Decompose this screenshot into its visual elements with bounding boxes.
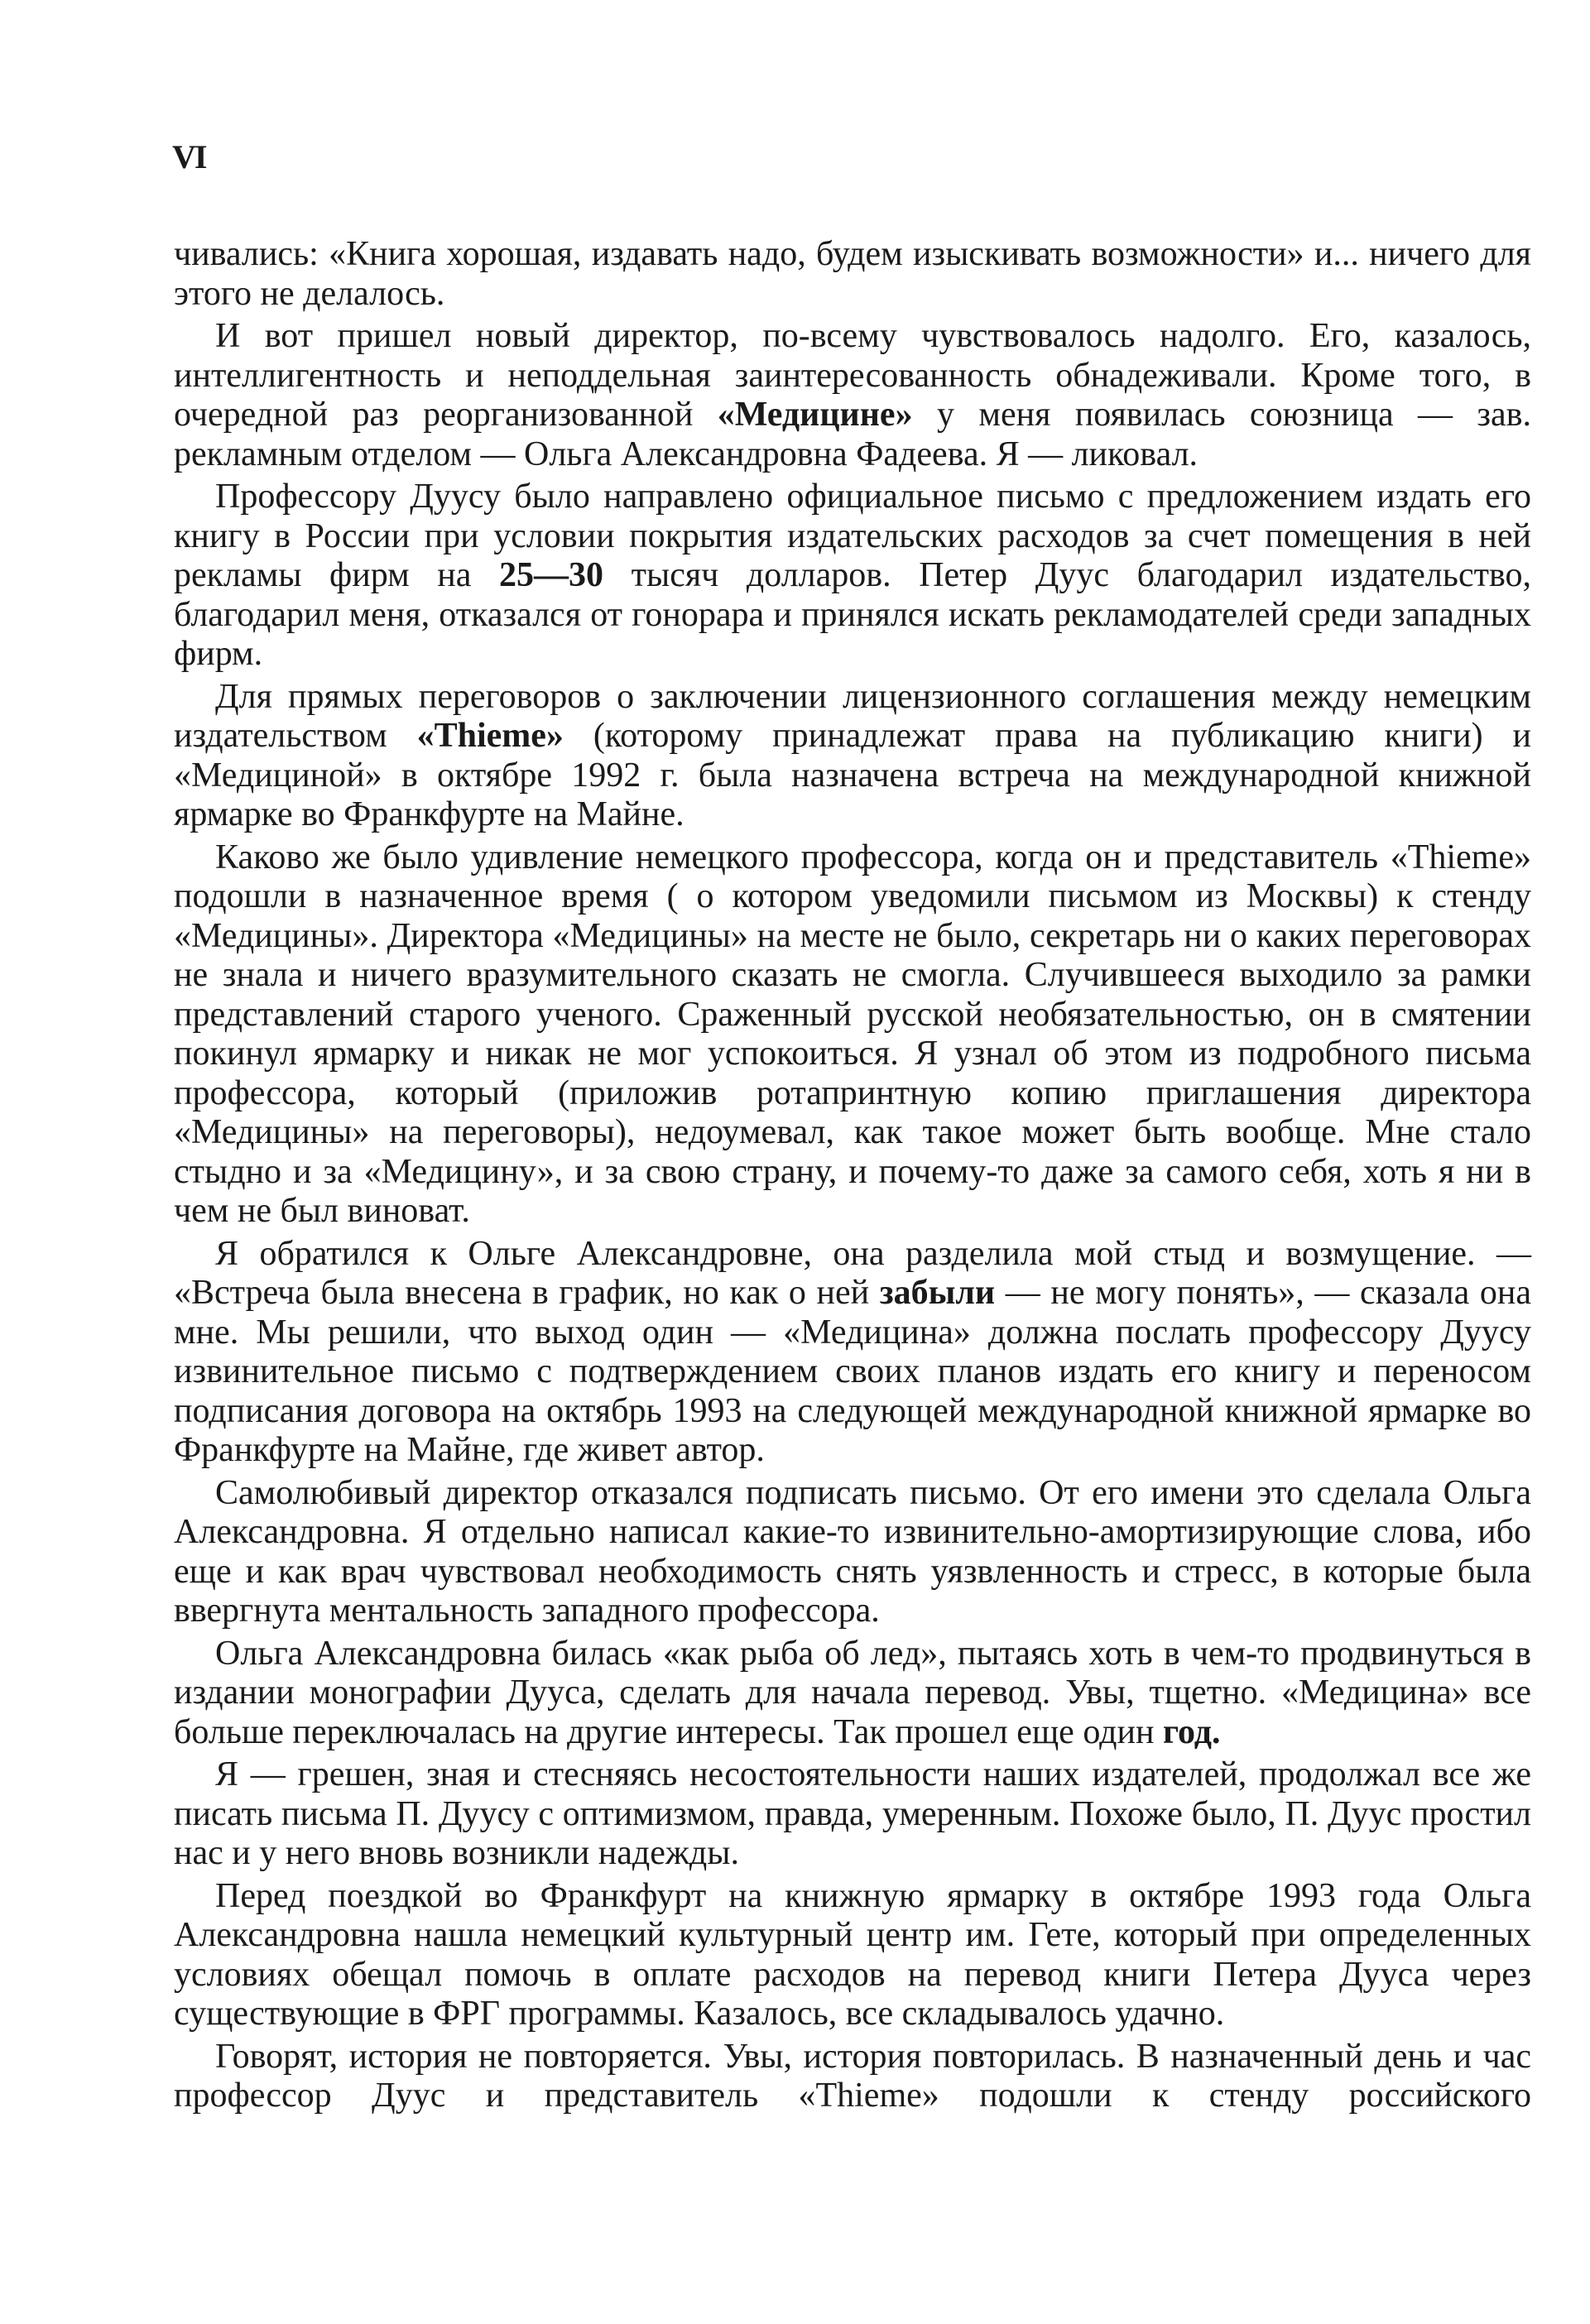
paragraph-text: — не могу понять», — сказала она мне. Мы решили, что выход один — «Медицина» должна послать профессору Дуусу извинительное письмо с подтверждением своих планов издать его книгу и переносом подписания договора на октябрь 1993 на следующей международной книжной ярмарке во Франкфурте на Майне, где живет автор. xyxy=(174,1274,1531,1469)
paragraph-text: чивались: «Книга хорошая, издавать надо, будем изыскивать возможности» и... ничего для этого не делалось. xyxy=(174,235,1531,313)
paragraph-text: Говорят, история не повторяется. Увы, история повторилась. В назначенный день и час профессор Дуус и представитель «Thieme» подошли к стенду российского xyxy=(174,2037,1531,2115)
paragraph-text: Перед поездкой во Франкфурт на книжную ярмарку в октябре 1993 года Ольга Александровна нашла немецкий культурный центр им. Гете, который при определенных условиях обещал помочь в оплате расходов на перевод книги Петера Дууса через существующие в ФРГ программы. Казалось, все складывалось удачно. xyxy=(174,1876,1531,2033)
paragraph-2 xyxy=(174,317,1531,474)
paragraph-5 xyxy=(174,838,1531,1232)
emphasis-medicine: «Медицине» xyxy=(717,396,913,434)
paragraph-3 xyxy=(174,478,1531,675)
paragraph-text: Профессору Дуусу было направлено официальное письмо с предложением издать его книгу в России при условии покрытия издательских расходов за счет помещения в ней рекламы фирм на xyxy=(174,478,1531,594)
emphasis-year: год. xyxy=(1162,1712,1221,1751)
paragraph-text: И вот пришел новый директор, по-всему чувствовалось надолго. Его, казалось, интеллигентность и неподдельная заинтересованность обнадеживали. Кроме того, в очередной раз реорганизованной xyxy=(174,317,1531,434)
paragraph-text: Я — грешен, зная и стесняясь несостоятельности наших издателей, продолжал все же писать письма П. Дуусу с оптимизмом, правда, умеренным. Похоже было, П. Дуус простил нас и у него вновь возникли надежды. xyxy=(174,1755,1531,1872)
paragraph-text: Самолюбивый директор отказался подписать письмо. От его имени это сделала Ольга Александровна. Я отдельно написал какие-то извинительно-амортизирующие слова, ибо еще и как врач чувствовал необходимость снять уязвленность и стресс, в которые была ввергнута ментальность западного профессора. xyxy=(174,1473,1531,1630)
paragraph-4 xyxy=(174,678,1531,835)
emphasis-forgot: забыли xyxy=(879,1274,996,1312)
emphasis-thieme: «Thieme» xyxy=(416,717,564,755)
page-number: VI xyxy=(172,138,206,175)
paragraph-text: (которому принадлежат права на публикацию книги) и «Медициной» в октябре 1992 г. была назначена встреча на международной книжной ярмарке во Франкфурте на Майне. xyxy=(174,717,1531,833)
paragraph-10 xyxy=(174,1877,1531,2034)
paragraph-9 xyxy=(174,1755,1531,1874)
paragraph-1 xyxy=(174,235,1531,314)
paragraph-7 xyxy=(174,1474,1531,1631)
body-text xyxy=(174,235,1531,2120)
paragraph-text: Для прямых переговоров о заключении лицензионного соглашения между немецким издательством xyxy=(174,677,1531,755)
paragraph-text: Ольга Александровна билась «как рыба об лед», пытаясь хоть в чем-то продвинуться в издании монографии Дууса, сделать для начала перевод. Увы, тщетно. «Медицина» все больше переключалась на другие интересы. Так прошел еще один xyxy=(174,1634,1531,1751)
emphasis-amount: 25—30 xyxy=(499,556,604,594)
paragraph-text: тысяч долларов. Петер Дуус благодарил издательство, благодарил меня, отказался от гонорара и принялся искать рекламодателей среди западных фирм. xyxy=(174,556,1531,673)
paragraph-11 xyxy=(174,2038,1531,2116)
paragraph-8 xyxy=(174,1635,1531,1753)
paragraph-text: Каково же было удивление немецкого профессора, когда он и представитель «Thieme» подошли в назначенное время ( о котором уведомили письмом из Москвы) к стенду «Медицины». Директора «Медицины» на месте не было, секретарь ни о каких переговорах не знала и ничего вразумительного сказать не смогла. Случившееся выходило за рамки представлений старого ученого. Сраженный русской необязательностью, он в смятении покинул ярмарку и никак не мог успокоиться. Я узнал об этом из подробного письма профессора, который (приложив ротапринтную копию приглашения директора «Медицины» на переговоры), недоумевал, как такое может быть вообще. Мне стало стыдно и за «Медицину», и за свою страну, и почему-то даже за самого себя, хоть я ни в чем не был виноват. xyxy=(174,838,1531,1230)
paragraph-6 xyxy=(174,1235,1531,1471)
paragraph-text: у меня появилась союзница — зав. рекламным отделом — Ольга Александровна Фадеева. Я — ликовал. xyxy=(174,396,1531,473)
paragraph-text: Я обратился к Ольге Александровне, она разделила мой стыд и возмущение. — «Встреча была внесена в график, но как о ней xyxy=(174,1234,1531,1312)
